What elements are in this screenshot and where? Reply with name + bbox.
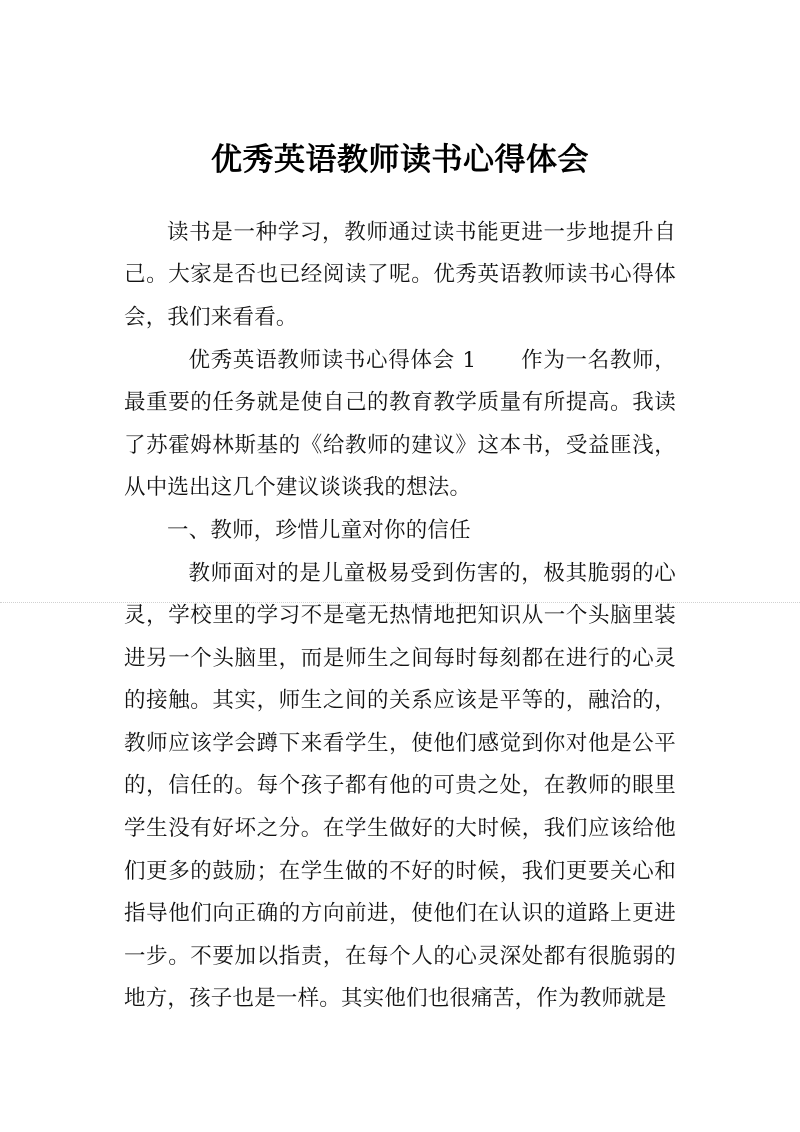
section-heading-one: 一、教师，珍惜儿童对你的信任 [167, 517, 471, 543]
paragraph-heading-one-body: 教师面对的是儿童极易受到伤害的，极其脆弱的心灵，学校里的学习不是毫无热情地把知识从一个头脑里装进另一个头脑里，而是师生之间每时每刻都在进行的心灵的接触。其实，师生之间的关系应该是平等的，融洽的，教师应该学会蹲下来看学生，使他们感觉到你对他是公平的，信任的。每个孩子都有他的可贵之处，在教师的眼里学生没有好坏之分。在学生做好的大时候，我们应该给他们更多的鼓励；在学生做的不好的时候，我们更要关心和指导他们向正确的方向前进，使他们在认识的道路上更进一步。不要加以指责，在每个人的心灵深处都有很脆弱的地方，孩子也是一样。其实他们也很痛苦，作为教师就是 [124, 560, 676, 1012]
paragraph-section-one-body: 优秀英语教师读书心得体会 1 作为一名教师，最重要的任务就是使自己的教育教学质量有所提高。我读了苏霍姆林斯基的《给教师的建议》这本书，受益匪浅，从中选出这几个建议谈谈我的想法。 [124, 347, 676, 501]
paragraph-intro: 读书是一种学习，教师通过读书能更进一步地提升自己。大家是否也已经阅读了呢。优秀英语教师读书心得体会，我们来看看。 [124, 219, 676, 330]
document-body [124, 0, 676, 1021]
page-title: 优秀英语教师读书心得体会 [211, 142, 589, 178]
